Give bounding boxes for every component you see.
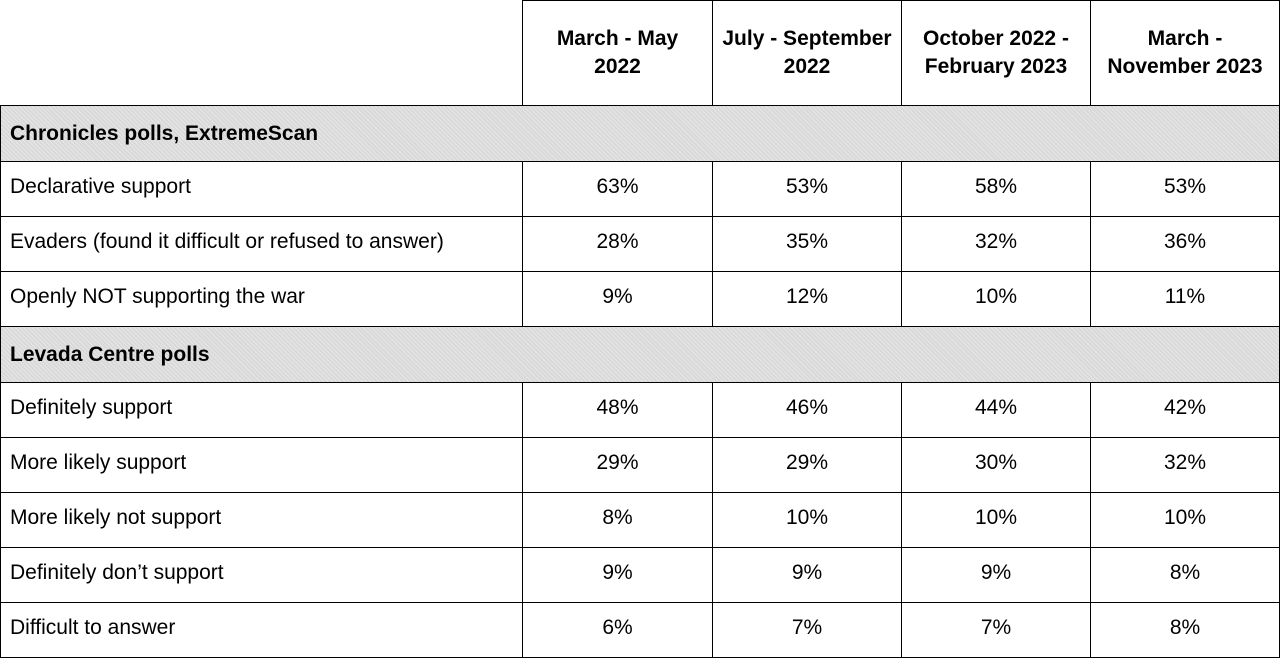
- table-cell: 32%: [1091, 438, 1280, 493]
- section-title: Chronicles polls, ExtremeScan: [1, 106, 1280, 162]
- table-cell: 63%: [523, 162, 713, 217]
- table-cell: 42%: [1091, 383, 1280, 438]
- table-cell: 9%: [713, 548, 902, 603]
- table-cell: 36%: [1091, 217, 1280, 272]
- row-label: More likely not support: [1, 493, 523, 548]
- table-cell: 11%: [1091, 272, 1280, 327]
- table-row: [1, 217, 1280, 272]
- row-label: Definitely don’t support: [1, 548, 523, 603]
- section-header-row: [1, 327, 1280, 383]
- table-cell: 8%: [1091, 603, 1280, 658]
- table-row: [1, 603, 1280, 658]
- table-row: [1, 383, 1280, 438]
- table-cell: 46%: [713, 383, 902, 438]
- table-cell: 10%: [713, 493, 902, 548]
- table-row: [1, 548, 1280, 603]
- table-cell: 8%: [1091, 548, 1280, 603]
- row-label: Definitely support: [1, 383, 523, 438]
- table-cell: 53%: [713, 162, 902, 217]
- table-cell: 10%: [902, 272, 1091, 327]
- row-label: Evaders (found it difficult or refused to answer): [1, 217, 523, 272]
- table-cell: 35%: [713, 217, 902, 272]
- column-header: March - November 2023: [1091, 1, 1280, 106]
- table-cell: 10%: [1091, 493, 1280, 548]
- row-label: More likely support: [1, 438, 523, 493]
- row-label: Difficult to answer: [1, 603, 523, 658]
- column-header: October 2022 - February 2023: [902, 1, 1091, 106]
- table-cell: 29%: [713, 438, 902, 493]
- table-cell: 53%: [1091, 162, 1280, 217]
- table-cell: 48%: [523, 383, 713, 438]
- section-title: Levada Centre polls: [1, 327, 1280, 383]
- table-cell: 6%: [523, 603, 713, 658]
- table-cell: 58%: [902, 162, 1091, 217]
- table-cell: 9%: [523, 548, 713, 603]
- table-cell: 12%: [713, 272, 902, 327]
- table-row: [1, 162, 1280, 217]
- column-header: March - May 2022: [523, 1, 713, 106]
- row-label: Openly NOT supporting the war: [1, 272, 523, 327]
- table-cell: 32%: [902, 217, 1091, 272]
- header-corner-cell: [1, 1, 523, 106]
- table-cell: 29%: [523, 438, 713, 493]
- column-header: July - September 2022: [713, 1, 902, 106]
- table-cell: 44%: [902, 383, 1091, 438]
- row-label: Declarative support: [1, 162, 523, 217]
- header-row: [1, 1, 1280, 106]
- table-cell: 7%: [902, 603, 1091, 658]
- table-cell: 30%: [902, 438, 1091, 493]
- section-header-row: [1, 106, 1280, 162]
- table-cell: 9%: [902, 548, 1091, 603]
- table-cell: 10%: [902, 493, 1091, 548]
- table-row: [1, 438, 1280, 493]
- table-cell: 28%: [523, 217, 713, 272]
- table-cell: 8%: [523, 493, 713, 548]
- table-row: [1, 493, 1280, 548]
- table-cell: 9%: [523, 272, 713, 327]
- table-row: [1, 272, 1280, 327]
- table-cell: 7%: [713, 603, 902, 658]
